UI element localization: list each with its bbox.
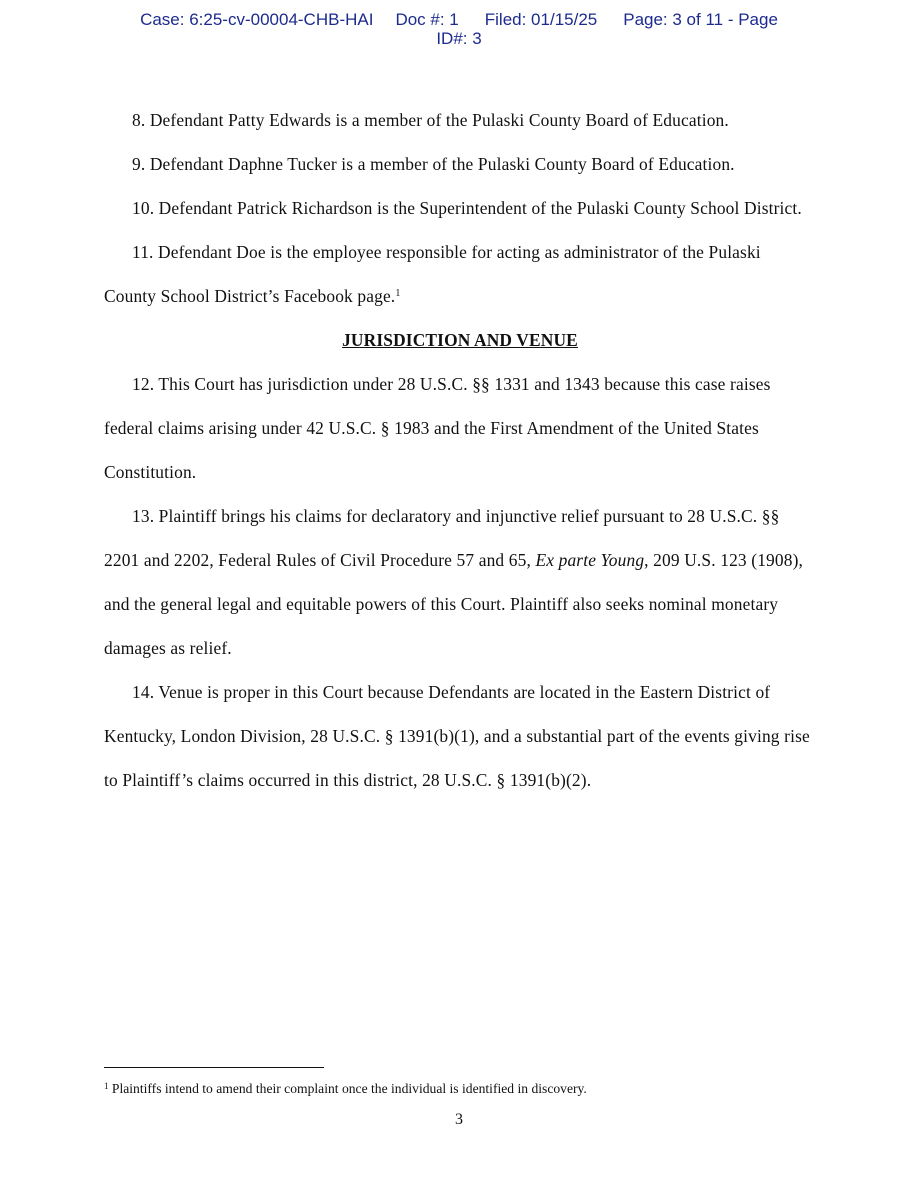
document-body	[104, 98, 816, 802]
paragraph-9: 9. Defendant Daphne Tucker is a member of the Pulaski County Board of Education.	[132, 154, 735, 174]
filed-date: Filed: 01/15/25	[484, 10, 598, 29]
paragraph-13-text-b: , 209 U.S. 123 (1908), and the general legal and equitable powers of this Court. Plaintiff also seeks nominal monetary damages as relief.	[104, 550, 804, 658]
footnote-reference: 1	[395, 288, 401, 299]
page-range: Page: 3 of 11 - Page	[623, 10, 778, 29]
page-id: ID#: 3	[436, 29, 482, 48]
footnote-text: Plaintiffs intend to amend their complaint once the individual is identified in discovery.	[108, 1081, 587, 1096]
paragraph-10: 10. Defendant Patrick Richardson is the Superintendent of the Pulaski County School District.	[132, 198, 802, 218]
footnote-mark: 1	[104, 1081, 109, 1091]
footnote-divider	[104, 1067, 324, 1068]
case-number: Case: 6:25-cv-00004-CHB-HAI	[140, 10, 374, 29]
filing-header	[0, 10, 918, 48]
paragraph-11-text: 11. Defendant Doe is the employee responsible for acting as administrator of the Pulaski County School District’s Facebook page.	[104, 242, 761, 306]
case-citation-italic: Ex parte Young	[535, 550, 645, 570]
paragraph-12: 12. This Court has jurisdiction under 28 U.S.C. §§ 1331 and 1343 because this case raises federal claims arising under 42 U.S.C. § 1983 and the First Amendment of the United States Constitution.	[104, 374, 771, 482]
paragraph-13	[104, 494, 816, 670]
paragraph-13-text-a: 13. Plaintiff brings his claims for declaratory and injunctive relief pursuant to 28 U.S.C. §§ 2201 and 2202, Federal Rules of Civil Procedure 57 and 65,	[104, 506, 780, 570]
paragraph-11	[104, 230, 816, 318]
paragraph-8: 8. Defendant Patty Edwards is a member of the Pulaski County Board of Education.	[132, 110, 729, 130]
paragraph-14: 14. Venue is proper in this Court because Defendants are located in the Eastern District of Kentucky, London Division, 28 U.S.C. § 1391(b)(1), and a substantial part of the events giving rise to Plaintiff’s claims occurred in this district, 28 U.S.C. § 1391(b)(2).	[104, 682, 810, 790]
page-number: 3	[455, 1111, 463, 1128]
header-line-1	[0, 10, 918, 29]
footnote	[104, 1080, 824, 1098]
doc-number: Doc #: 1	[395, 10, 459, 29]
section-heading: JURISDICTION AND VENUE	[342, 330, 578, 350]
